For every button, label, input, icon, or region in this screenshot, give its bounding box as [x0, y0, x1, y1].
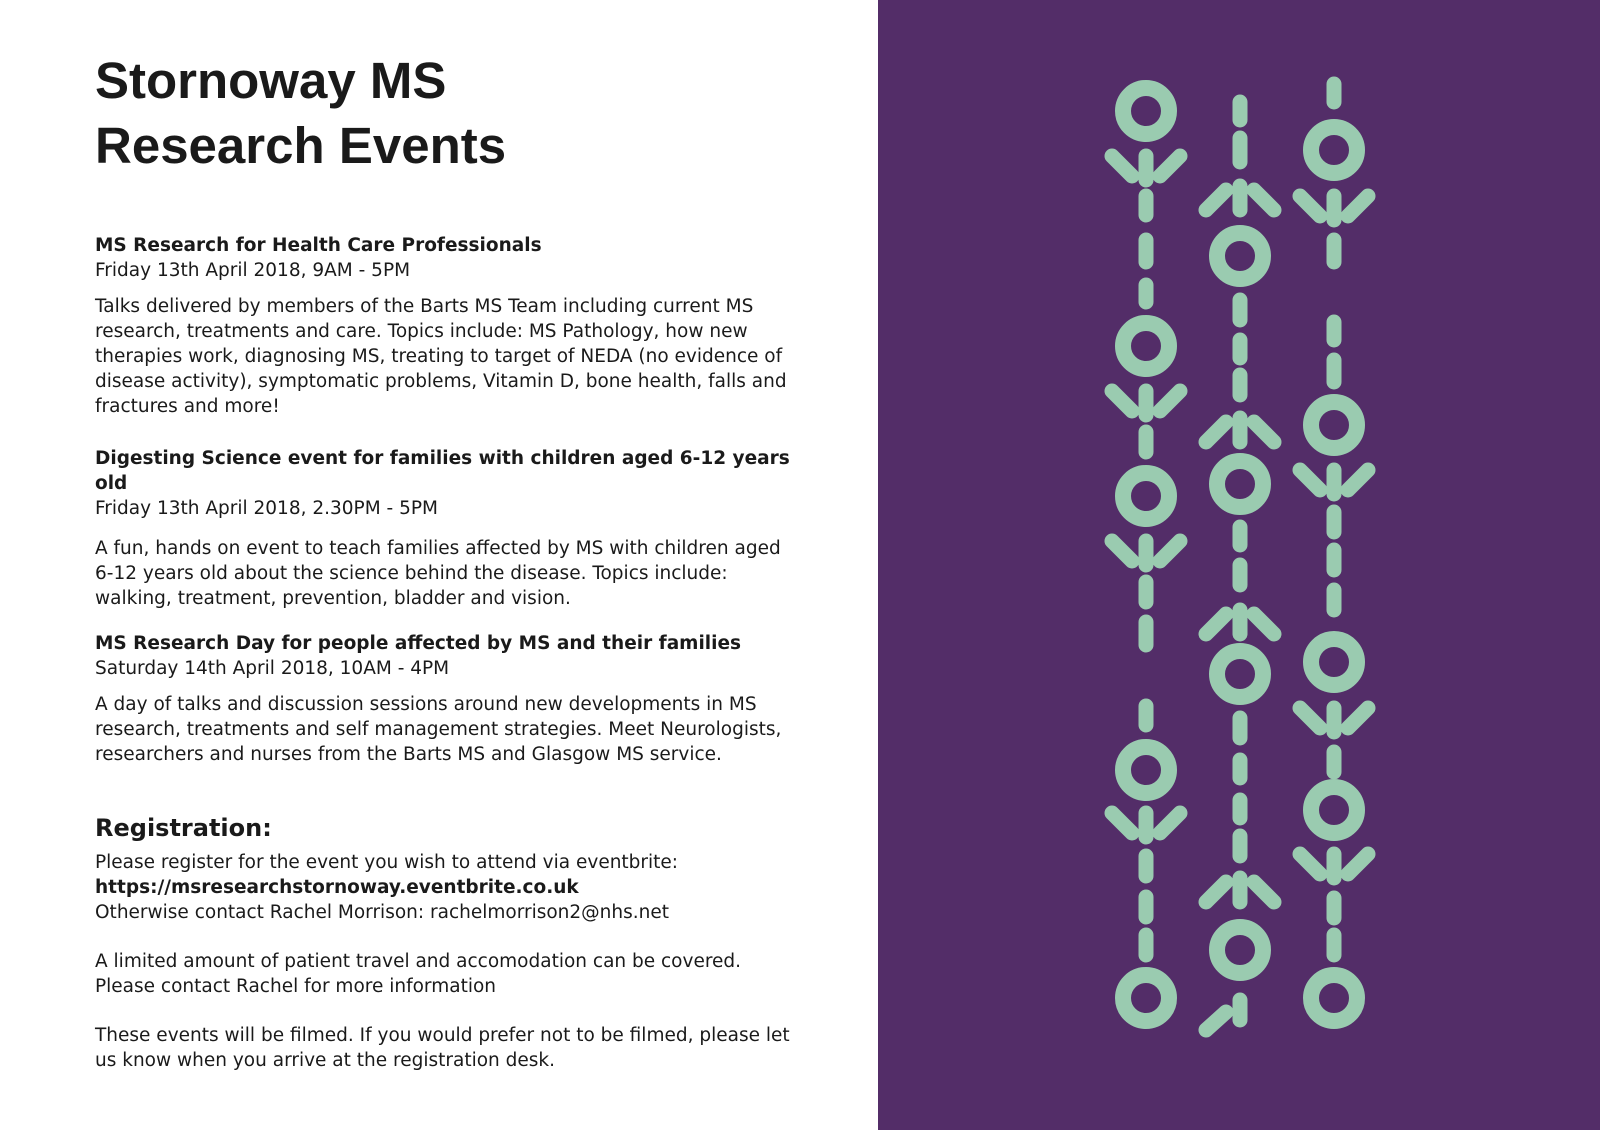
title-line-2: Research Events: [95, 117, 507, 174]
title-line-1: Stornoway MS: [95, 52, 447, 109]
event-3: [95, 631, 795, 767]
travel-note: A limited amount of patient travel and accomodation can be covered. Please contact Rachel for more information: [95, 951, 742, 997]
motif-leaf: [1112, 156, 1132, 176]
motif-leaf: [1112, 541, 1132, 561]
motif-flower-ring: [1311, 127, 1357, 173]
motif-leaf: [1112, 813, 1132, 833]
motif-leaf: [1160, 391, 1180, 411]
motif-leaf: [1348, 470, 1368, 490]
page-title: [95, 48, 506, 178]
event-date: Saturday 14th April 2018, 10AM - 4PM: [95, 658, 450, 679]
motif-leaf: [1254, 882, 1274, 902]
motif-flower-ring: [1123, 473, 1169, 519]
motif-leaf: [1112, 391, 1132, 411]
decorative-panel: [878, 0, 1600, 1130]
motif-flower-ring: [1311, 402, 1357, 448]
event-heading: MS Research for Health Care Professionals: [95, 235, 542, 256]
motif-leaf: [1160, 156, 1180, 176]
motif-flower-ring: [1123, 975, 1169, 1021]
registration-heading: Registration:: [95, 814, 272, 842]
registration-info: [95, 850, 795, 1073]
motif-leaf: [1254, 422, 1274, 442]
motif-flower-ring: [1311, 975, 1357, 1021]
motif-leaf: [1300, 708, 1320, 728]
motif-flower-ring: [1123, 747, 1169, 793]
motif-flower-ring: [1123, 323, 1169, 369]
motif-leaf: [1206, 190, 1226, 210]
motif-leaf: [1206, 614, 1226, 634]
event-description: A day of talks and discussion sessions around new developments in MS research, treatments and self management strategies. Meet Neurologists, researchers and nurses from the Barts MS and Glasgow MS service.: [95, 694, 782, 765]
motif-leaf: [1348, 708, 1368, 728]
motif-leaf: [1300, 854, 1320, 874]
filming-note: These events will be filmed. If you would prefer not to be filmed, please let us know when you arrive at the registration desk.: [95, 1025, 790, 1071]
event-1: [95, 233, 795, 419]
event-date: Friday 13th April 2018, 2.30PM - 5PM: [95, 498, 438, 519]
motif-leaf: [1254, 614, 1274, 634]
registration-intro: Please register for the event you wish to attend via eventbrite:: [95, 852, 679, 873]
registration-link[interactable]: https://msresearchstornoway.eventbrite.co.uk: [95, 877, 579, 898]
floral-motif-illustration: [878, 0, 1600, 1130]
motif-flower-ring: [1217, 233, 1263, 279]
registration-contact: Otherwise contact Rachel Morrison: rachelmorrison2@nhs.net: [95, 902, 670, 923]
motif-flower-ring: [1217, 461, 1263, 507]
motif-flower-ring: [1311, 639, 1357, 685]
motif-leaf: [1254, 190, 1274, 210]
motif-leaf: [1348, 854, 1368, 874]
event-date: Friday 13th April 2018, 9AM - 5PM: [95, 260, 411, 281]
event-description: Talks delivered by members of the Barts MS Team including current MS research, treatments and care. Topics include: MS Pathology, how new therapies work, diagnosing MS, treating to target of NEDA (no evidence of disease activity), symptomatic problems, Vitamin D, bone health, falls and fractures and more!: [95, 296, 787, 417]
event-description: A fun, hands on event to teach families affected by MS with children aged 6-12 years old about the science behind the disease. Topics include: walking, treatment, prevention, bladder and vision.: [95, 538, 781, 609]
motif-leaf: [1160, 541, 1180, 561]
motif-leaf: [1348, 196, 1368, 216]
motif-leaf: [1160, 813, 1180, 833]
event-heading: Digesting Science event for families with children aged 6-12 years old: [95, 448, 790, 494]
motif-leaf: [1300, 470, 1320, 490]
motif-flower-ring: [1217, 927, 1263, 973]
motif-leaf: [1206, 882, 1226, 902]
motif-leaf: [1206, 422, 1226, 442]
motif-leaf: [1300, 196, 1320, 216]
motif-flower-ring: [1217, 651, 1263, 697]
motif-flower-ring: [1311, 787, 1357, 833]
event-heading: MS Research Day for people affected by MS and their families: [95, 633, 742, 654]
event-2: [95, 446, 795, 611]
motif-flower-ring: [1123, 88, 1169, 134]
motif-leaf: [1206, 1012, 1226, 1030]
